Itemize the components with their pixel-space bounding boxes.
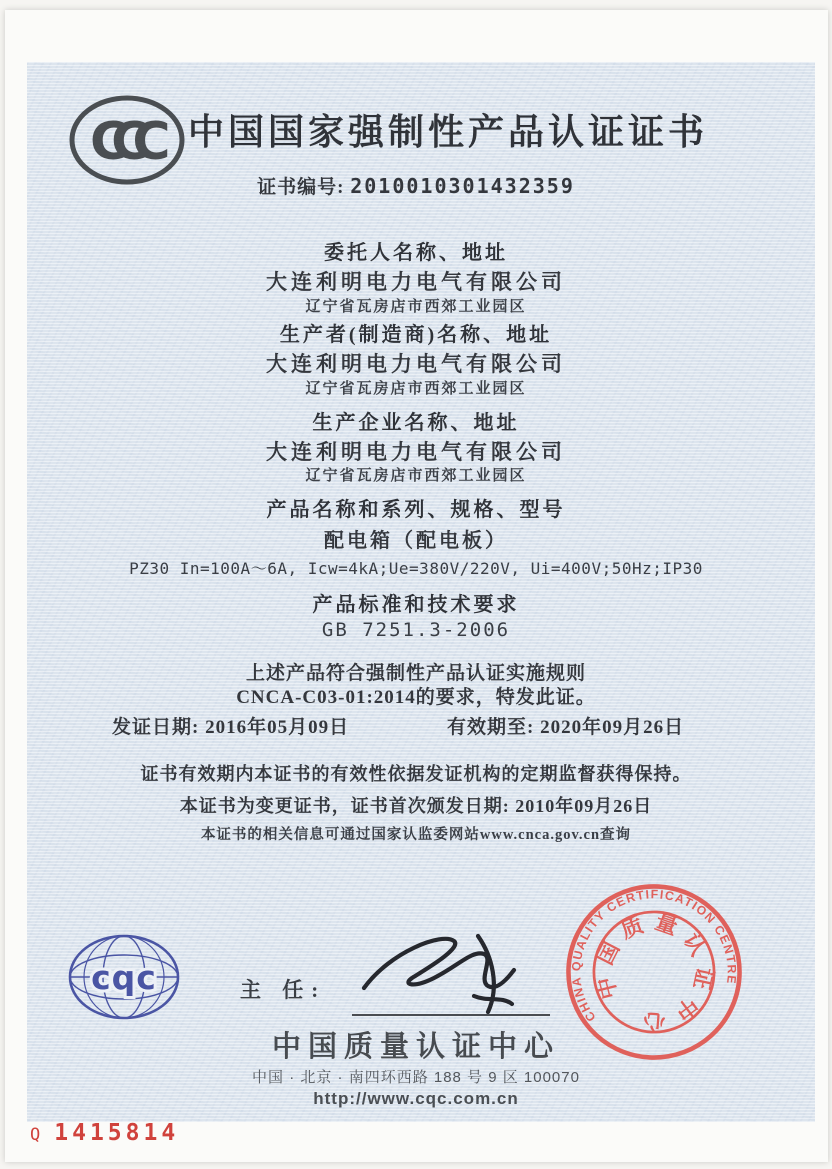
- certificate-number: 2010010301432359: [350, 174, 575, 198]
- manufacturer-name: 大连利明电力电气有限公司: [266, 352, 566, 376]
- svg-text:CCC: CCC: [90, 112, 154, 172]
- query-note: 本证书的相关信息可通过国家认监委网站www.cnca.gov.cn查询: [200, 827, 632, 843]
- standard-label: 产品标准和技术要求: [312, 594, 520, 616]
- certificate-number-line: [0, 172, 832, 199]
- stamp-outer-text: CHINA QUALITY CERTIFICATION CENTRE: [569, 887, 739, 1025]
- standard-value: GB 7251.3-2006: [321, 619, 511, 641]
- manufacturer-address: 辽宁省瓦房店市西郊工业园区: [305, 381, 527, 397]
- applicant-label: 委托人名称、地址: [324, 242, 508, 264]
- stamp-inner-text: 中国质量认证中心: [591, 909, 717, 1034]
- serial-prefix: Q: [30, 1125, 41, 1145]
- change-note: 本证书为变更证书，证书首次颁发日期: 2010年09月26日: [179, 796, 653, 816]
- applicant-name: 大连利明电力电气有限公司: [266, 270, 566, 294]
- cqc-logo-icon: [66, 932, 182, 1022]
- issue-date-label: 发证日期:: [112, 717, 206, 738]
- factory-name: 大连利明电力电气有限公司: [266, 440, 566, 464]
- org-address: 中国 · 北京 · 南四环西路 188 号 9 区 100070: [252, 1069, 580, 1086]
- org-website: http://www.cqc.com.cn: [313, 1089, 519, 1108]
- issue-date-value: 2016年05月09日: [205, 717, 350, 738]
- cqc-red-stamp: [563, 881, 745, 1063]
- product-label: 产品名称和系列、规格、型号: [266, 499, 566, 521]
- certificate-title: 中国国家强制性产品认证证书: [187, 111, 708, 152]
- org-name: 中国质量认证中心: [271, 1031, 560, 1063]
- product-name: 配电箱（配电板）: [324, 530, 508, 552]
- expiry-date-value: 2020年09月26日: [540, 717, 685, 738]
- validity-note: 证书有效期内本证书的有效性依据发证机构的定期监督获得保持。: [140, 764, 692, 784]
- manufacturer-label: 生产者(制造商)名称、地址: [279, 324, 553, 346]
- compliance-line-2: CNCA-C03-01:2014的要求，特发此证。: [236, 687, 596, 708]
- compliance-line-1: 上述产品符合强制性产品认证实施规则: [245, 663, 586, 684]
- issue-date-line: [112, 712, 349, 739]
- signature-line: [352, 976, 550, 1016]
- serial-number-line: [30, 1120, 179, 1146]
- serial-number: 1415814: [54, 1120, 180, 1146]
- svg-text:CHINA QUALITY CERTIFICATION CE: [563, 881, 745, 1063]
- factory-address: 辽宁省瓦房店市西郊工业园区: [305, 468, 527, 484]
- expiry-date-line: [447, 712, 684, 739]
- director-label: 主 任:: [240, 978, 327, 1002]
- factory-label: 生产企业名称、地址: [312, 412, 520, 434]
- applicant-address: 辽宁省瓦房店市西郊工业园区: [305, 299, 527, 315]
- expiry-date-label: 有效期至:: [447, 717, 541, 738]
- cqc-logo-text: cqc: [91, 958, 157, 997]
- certificate-number-label: 证书编号:: [257, 177, 351, 198]
- product-spec: PZ30 In=100A～6A, Icw=4kA;Ue=380V/220V, Ui=400V;50Hz;IP30: [129, 559, 703, 578]
